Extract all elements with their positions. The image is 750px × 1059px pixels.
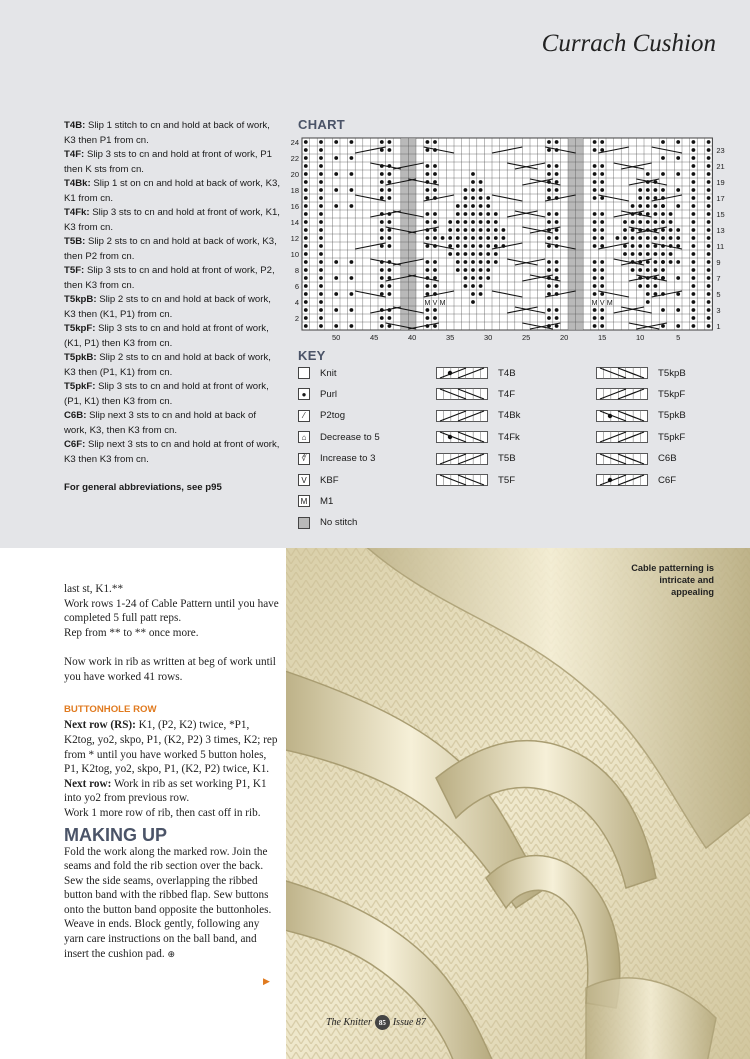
row-label-left: 22 [290, 154, 299, 163]
cable-symbol-icon [596, 431, 648, 443]
abbreviations-list [64, 119, 280, 467]
row-label-left: 20 [290, 170, 299, 179]
key-symbol-icon [298, 367, 310, 379]
column-label: 5 [676, 333, 681, 342]
key-item [596, 429, 685, 445]
row-label-right: 5 [716, 290, 721, 299]
cable-symbol-icon [436, 388, 488, 400]
key-item [436, 429, 520, 445]
cable-symbol-icon [596, 388, 648, 400]
key-label: T4F [498, 388, 516, 400]
key-item [298, 451, 375, 467]
row-label-left: 2 [294, 314, 299, 323]
paragraph: Rep from ** to ** once more. [64, 626, 199, 639]
column-label: 40 [408, 333, 417, 342]
paragraph [64, 845, 282, 963]
issue-number: Issue 87 [392, 1017, 426, 1028]
abbreviation-item [64, 438, 280, 467]
stitch-mark-label: M [591, 300, 598, 307]
key-label: T5pkF [658, 431, 686, 443]
key-label: No stitch [320, 517, 358, 529]
abbreviation-text: Slip 1 st on cn and hold at back of work, K3, K1 from cn. [64, 178, 280, 204]
key-label: T5kpB [658, 367, 686, 379]
column-label: 15 [598, 333, 607, 342]
row-label-right: 9 [716, 258, 721, 267]
key-item [298, 493, 333, 509]
column-label: 10 [636, 333, 645, 342]
abbreviation-code: T5pkB: [64, 352, 97, 363]
abbreviation-text: Slip next 3 sts to cn and hold at back of work, K3, then K3 from cn. [64, 410, 256, 436]
column-label: 30 [484, 333, 493, 342]
key-label: M1 [320, 495, 334, 507]
key-symbol-icon: ● [298, 388, 310, 400]
page-number: 85 [375, 1015, 390, 1030]
abbreviation-code: T5kpB: [64, 294, 97, 305]
abbreviation-text: Slip 3 sts to cn and hold at front of work, (K1, P1) then K3 from cn. [64, 323, 269, 349]
key-label: T5pkB [658, 410, 686, 422]
row-label-right: 15 [716, 210, 725, 219]
abbreviation-item [64, 119, 280, 148]
cable-symbol-icon [436, 453, 488, 465]
row-label-left: 14 [290, 218, 299, 227]
row-label-left: 16 [290, 202, 299, 211]
key-item [298, 365, 337, 381]
cable-symbol-icon [596, 410, 648, 422]
buttonhole-heading: BUTTONHOLE ROW [64, 703, 157, 715]
stitch-mark-label: V [432, 300, 438, 307]
magazine-name: The Knitter [326, 1017, 372, 1028]
abbreviation-code: T4B: [64, 120, 86, 131]
key-item [596, 472, 676, 488]
abbreviation-item [64, 351, 280, 380]
abbreviation-code: T5B: [64, 236, 86, 247]
abbreviation-text: Slip 3 sts to cn and hold at front of work, K1, K3 from cn. [64, 207, 280, 233]
key-item [596, 365, 686, 381]
abbreviation-code: T4Fk: [64, 207, 90, 218]
stitch-mark-label: M [606, 300, 613, 307]
abbreviation-code: T4Bk: [64, 178, 91, 189]
abbreviation-code: T5kpF: [64, 323, 96, 334]
column-label: 25 [522, 333, 531, 342]
row-label-right: 17 [716, 194, 725, 203]
key-label: Increase to 3 [320, 453, 376, 465]
column-label: 45 [370, 333, 379, 342]
key-item [596, 408, 686, 424]
cable-symbol-icon [596, 474, 648, 486]
key-item [298, 408, 345, 424]
row-label-left: 6 [294, 282, 299, 291]
key-symbol-icon: ⁄ [298, 410, 310, 422]
cable-symbol-icon [596, 453, 648, 465]
key-label: P2tog [320, 410, 346, 422]
key-label: Knit [320, 367, 337, 379]
key-item [298, 515, 357, 531]
column-label: 50 [332, 333, 341, 342]
row-label-left: 8 [294, 266, 299, 275]
key-item [298, 472, 339, 488]
paragraph: Now work in rib as written at beg of work until you have worked 41 rows. [64, 655, 276, 683]
abbreviation-code: C6F: [64, 439, 86, 450]
abbreviation-code: T5pkF: [64, 381, 96, 392]
key-label: Decrease to 5 [320, 431, 380, 443]
row-label-right: 7 [716, 274, 721, 283]
pattern-text [64, 582, 282, 962]
key-item [436, 408, 520, 424]
abbreviation-text: Slip 2 sts to cn and hold at back of work, K3, then P2 from cn. [64, 236, 277, 262]
key-label: T5kpF [658, 388, 686, 400]
making-up-text: Fold the work along the marked row. Join the seams and fold the rib section over the back. Sew the side seams, overlapping the ribbed button band with the ribbed flap. Sew buttons onto the button band opposite the buttonholes. Weave in ends. Block gently, following any yarn care instructions on the ball band, and insert the cushion pad. [64, 845, 272, 960]
abbreviation-text: Slip 1 stitch to cn and hold at back of work, K3 then P1 from cn. [64, 120, 270, 146]
row-label-left: 10 [290, 250, 299, 259]
abbreviation-item [64, 206, 280, 235]
paragraph: Work 1 more row of rib, then cast off in rib. [64, 806, 261, 819]
stitch-chart [284, 132, 734, 344]
abbreviation-code: T5F: [64, 265, 85, 276]
cable-symbol-icon [596, 367, 648, 379]
key-item [596, 451, 677, 467]
abbreviation-item [64, 322, 280, 351]
paragraph [64, 718, 282, 776]
row-label-right: 23 [716, 146, 725, 155]
photo-caption: Cable patterning is intricate and appealing [631, 563, 714, 597]
key-label: C6B [658, 453, 677, 465]
key-label: T4Fk [498, 431, 520, 443]
key-item [436, 451, 516, 467]
abbreviation-item [64, 380, 280, 409]
key-symbol-icon [298, 517, 310, 529]
key-item [298, 429, 380, 445]
key-label: T4B [498, 367, 516, 379]
key-label: Purl [320, 388, 338, 400]
row-label-right: 21 [716, 162, 725, 171]
stitch-mark-label: M [424, 300, 431, 307]
abbreviation-text: Slip 3 sts to cn and hold at front of work, P1 then K sts from cn. [64, 149, 272, 175]
column-label: 35 [446, 333, 455, 342]
key-symbol-icon: ∛ [298, 453, 310, 465]
row-label: Next row: [64, 777, 112, 790]
key-label: T4Bk [498, 410, 521, 422]
row-label-left: 24 [290, 138, 299, 147]
key-item [298, 386, 337, 402]
abbreviation-text: Slip 3 sts to cn and hold at front of work, P2, then K3 from cn. [64, 265, 275, 291]
row-text: K1, (P2, K2) twice, *P1, K2tog, yo2, skpo, P1, (K2, P2) 3 times, K2; rep from * until you have worked 5 button holes, P1, K2tog, yo2, skpo, P1, (K2, P2) twice, K1. [64, 719, 278, 776]
key-label: T5F [498, 474, 516, 486]
row-text: Work in rib as set working P1, K1 into yo2 from previous row. [64, 777, 267, 805]
cable-knit-photo [286, 548, 750, 1059]
row-label-right: 1 [716, 322, 721, 331]
abbreviation-item [64, 409, 280, 438]
chart-key [298, 365, 738, 535]
row-label-right: 3 [716, 306, 721, 315]
column-label: 20 [560, 333, 569, 342]
stitch-mark-label: V [599, 300, 605, 307]
abbreviation-text: Slip 2 sts to cn and hold at back of work, K3 then (P1, K1) from cn. [64, 352, 271, 378]
row-label: Next row (RS): [64, 719, 136, 732]
row-label-right: 11 [716, 242, 725, 251]
abbreviation-code: T4F: [64, 149, 85, 160]
key-symbol-icon: M [298, 495, 310, 507]
cable-symbol-icon [436, 410, 488, 422]
key-label: C6F [658, 474, 677, 486]
paragraph: Work rows 1-24 of Cable Pattern until you have completed 5 full patt reps. [64, 597, 279, 625]
key-symbol-icon: V [298, 474, 310, 486]
abbreviation-item [64, 177, 280, 206]
cable-symbol-icon [436, 474, 488, 486]
cable-symbol-icon [436, 431, 488, 443]
key-heading: KEY [298, 348, 326, 363]
page-title: Currach Cushion [541, 30, 716, 57]
stitch-mark-label: M [439, 300, 446, 307]
row-label-right: 19 [716, 178, 725, 187]
cable-symbol-icon [436, 367, 488, 379]
abbreviation-item [64, 235, 280, 264]
abbreviation-item [64, 148, 280, 177]
abbreviations-note: For general abbreviations, see p95 [64, 482, 222, 493]
key-item [436, 472, 515, 488]
page-footer [326, 1015, 426, 1030]
abbreviation-code: C6B: [64, 410, 87, 421]
paragraph: last st, K1.** [64, 583, 124, 595]
abbreviation-text: Slip 3 sts to cn and hold at front of work, (P1, K1) then K3 from cn. [64, 381, 269, 407]
paragraph [64, 777, 282, 806]
row-label-left: 12 [290, 234, 299, 243]
row-label-left: 18 [290, 186, 299, 195]
row-label-right: 13 [716, 226, 725, 235]
key-item [436, 365, 516, 381]
abbreviation-item [64, 293, 280, 322]
key-label: T5B [498, 453, 516, 465]
abbreviation-text: Slip next 3 sts to cn and hold at front of work, K3 then K3 from cn. [64, 439, 280, 465]
abbreviation-text: Slip 2 sts to cn and hold at back of work, K3 then (K1, P1) from cn. [64, 294, 271, 320]
continue-arrow-icon: ▶ [263, 976, 270, 986]
key-item [436, 386, 515, 402]
row-label-left: 4 [294, 298, 299, 307]
key-item [596, 386, 685, 402]
key-symbol-icon: ⌂ [298, 431, 310, 443]
chart-heading: CHART [298, 117, 345, 132]
end-mark-icon: ⊕ [167, 949, 176, 960]
abbreviation-item [64, 264, 280, 293]
making-up-heading: MAKING UP [64, 824, 167, 845]
key-label: KBF [320, 474, 339, 486]
